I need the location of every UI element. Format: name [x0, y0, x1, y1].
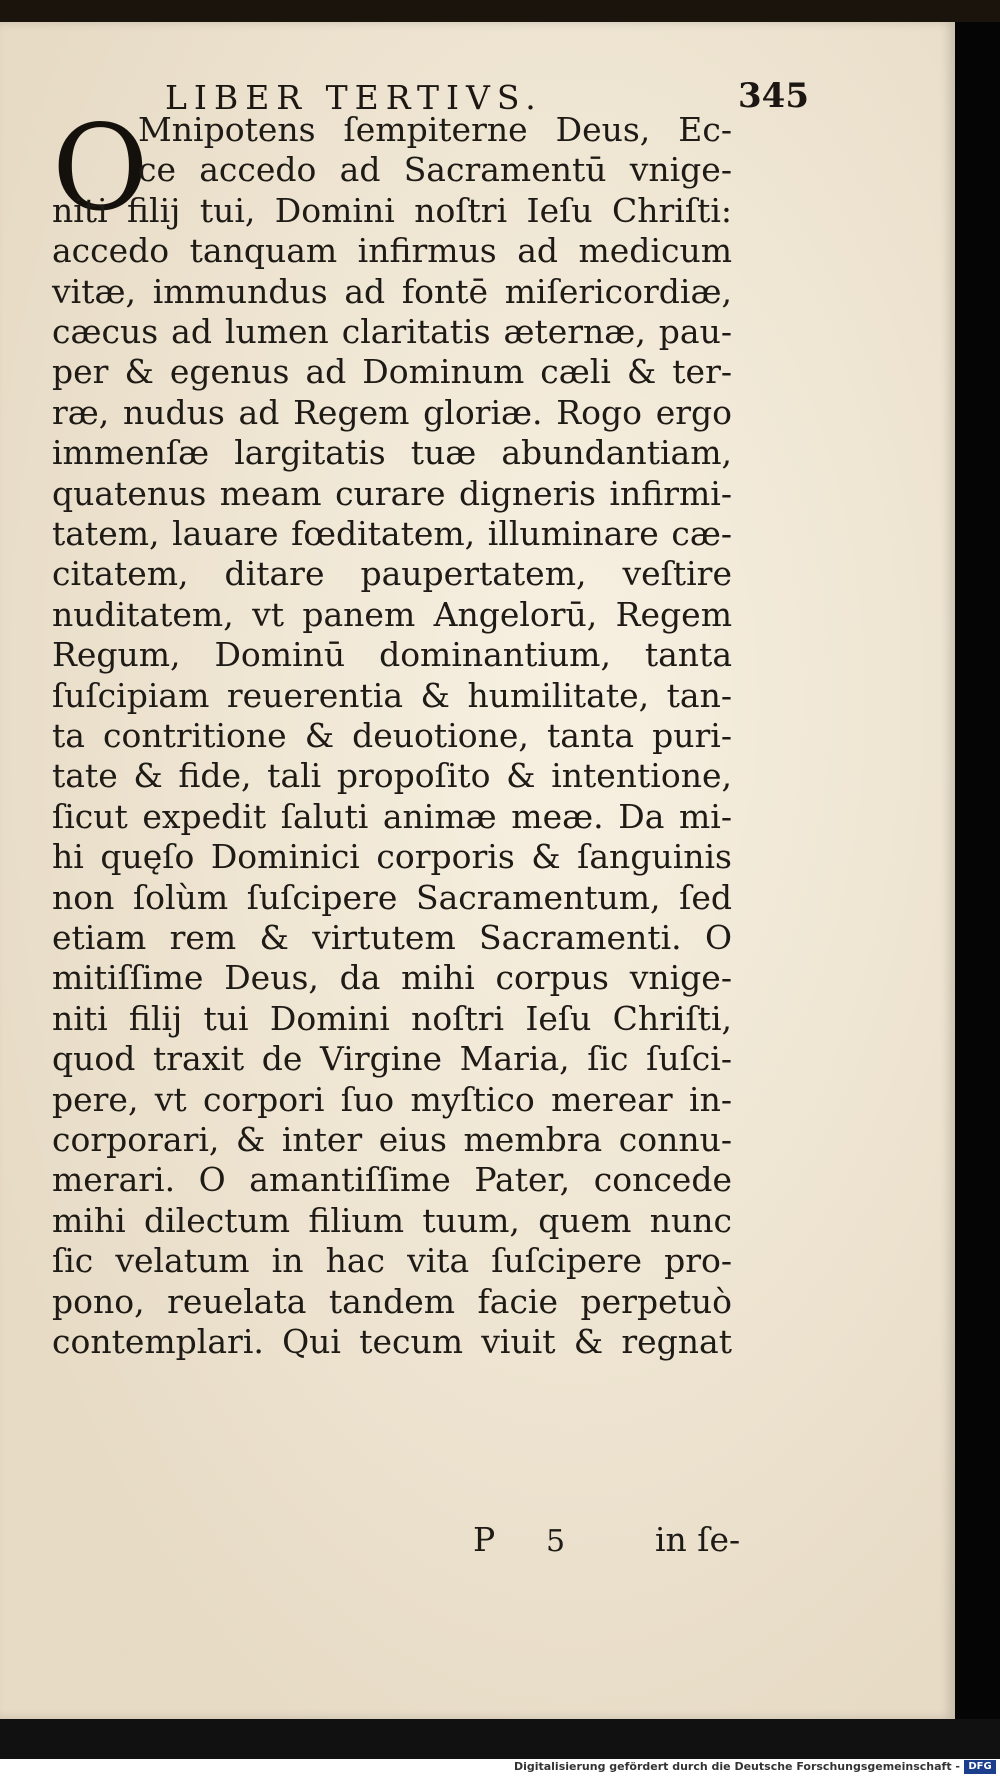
scan-top-edge — [0, 0, 1000, 22]
catchword: in ſe- — [655, 1520, 741, 1559]
text-line: contemplari. Qui tecum viuit & regnat — [52, 1322, 732, 1361]
text-line: Mnipotens ſempiterne Deus, Ec- — [138, 110, 732, 149]
text-line: non ſolùm ſuſcipere Sacramentum, ſed — [52, 877, 732, 917]
text-line: pono, reuelata tandem facie perpetuò — [52, 1281, 732, 1321]
running-head: LIBER TERTIVS. — [165, 78, 543, 117]
text-line: immenſæ largitatis tuæ abundantiam, — [52, 433, 732, 473]
text-line: ſuſcipiam reuerentia & humilitate, tan- — [52, 675, 732, 715]
text-line: ſicut expedit ſaluti animæ meæ. Da mi- — [52, 796, 732, 836]
text-line: tatem, lauare fœditatem, illuminare cæ- — [52, 514, 732, 553]
footer-credit: Digitalisierung gefördert durch die Deutsche Forschungsgemeinschaft - — [513, 1760, 960, 1773]
text-line: ræ, nudus ad Regem gloriæ. Rogo ergo — [52, 392, 732, 432]
text-line: vitæ, immundus ad fontē miſericordiæ, — [52, 271, 732, 311]
text-line: nuditatem, vt panem Angelorū, Regem — [52, 594, 732, 634]
text-line: tate & fide, tali propoſito & intentione, — [52, 756, 732, 796]
text-line: Regum, Dominū dominantium, tanta — [52, 635, 732, 675]
text-line: niti filij tui Domini noſtri Ieſu Chriſti, — [52, 998, 732, 1038]
text-line: hi quęſo Dominici corporis & ſanguinis — [52, 837, 732, 877]
text-line: mitiſſime Deus, da mihi corpus vnige- — [52, 958, 732, 998]
scan-right-edge — [955, 22, 1000, 1719]
text-line: ce accedo ad Sacramentū vnige- — [138, 150, 732, 190]
text-line: quod traxit de Virgine Maria, ſic ſuſci- — [52, 1039, 732, 1079]
text-line: pere, vt corpori ſuo myſtico merear in- — [52, 1079, 732, 1119]
page-number: 345 — [738, 76, 809, 116]
text-line: mihi dilectum filium tuum, quem nunc — [52, 1200, 732, 1240]
text-line: etiam rem & virtutem Sacramenti. O — [52, 918, 732, 957]
text-line: accedo tanquam infirmus ad medicum — [52, 231, 732, 271]
text-line: cæcus ad lumen claritatis æternæ, pau- — [52, 312, 732, 351]
text-line: per & egenus ad Dominum cæli & ter- — [52, 352, 732, 392]
text-line: citatem, ditare paupertatem, veſtire — [52, 554, 732, 594]
text-line: ta contritione & deuotione, tanta puri- — [52, 716, 732, 755]
drop-cap: O — [52, 99, 149, 237]
text-line: niti filij tui, Domini noſtri Ieſu Chriſti: — [52, 190, 732, 230]
signature-number: 5 — [546, 1524, 566, 1559]
text-line: corporari, & inter eius membra connu- — [52, 1120, 732, 1159]
text-line: ſic velatum in hac vita ſuſcipere pro- — [52, 1241, 732, 1281]
signature-mark: P — [473, 1520, 496, 1559]
dfg-logo: DFG — [964, 1760, 996, 1774]
text-line: quatenus meam curare digneris infirmi- — [52, 473, 732, 513]
text-line: merari. O amantiſſime Pater, concede — [52, 1160, 732, 1200]
scan-bottom-edge — [0, 1719, 1000, 1759]
